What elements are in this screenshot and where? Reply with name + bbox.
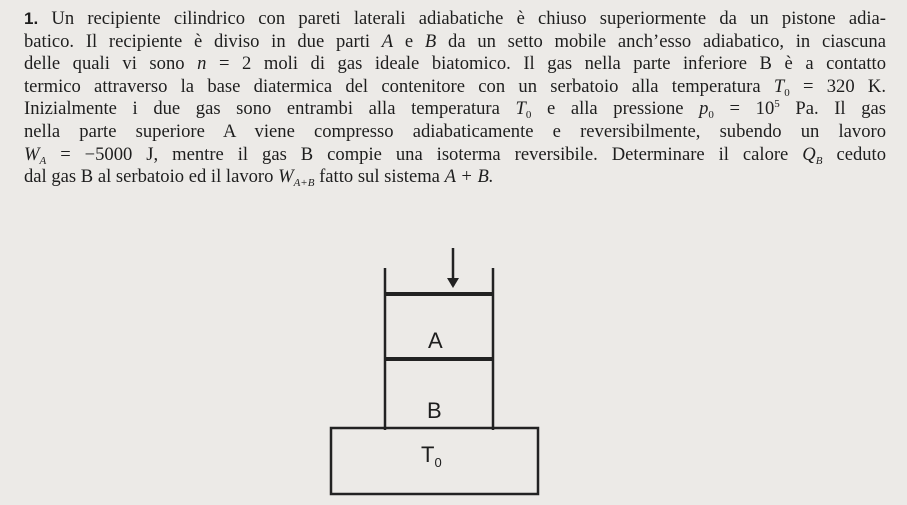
text-line-6: nella parte superiore A viene compresso adiabaticamente e reversibilmente, subendo un lavoro [24,120,886,142]
force-arrow-head [447,278,459,288]
text-line-1: 1. Un recipiente cilindrico con pareti laterali adiabatiche è chiuso superiormente da un pistone adia- [24,8,886,29]
text-line-2: batico. Il recipiente è diviso in due parti A e B da un setto mobile anch’esso adiabatico, in ciascuna [24,30,886,52]
label-A: A [428,328,443,353]
problem-number: 1. [24,9,39,28]
text-line-5: Inizialmente i due gas sono entrambi alla temperatura $T_0$ e alla pressione $p_0 = 10^5$ Pa. Il gas [24,98,886,122]
label-B: B [427,398,442,423]
partition [385,357,493,361]
text-line-7: $W_A = -5000$ J, mentre il gas B compie una isoterma reversibile. Determinare il calore $Q_B$ ceduto [24,143,886,167]
label-T0: $T_0$ [421,442,442,470]
text-line-3: delle quali vi sono n = 2 moli di gas ideale biatomico. Il gas nella parte inferiore B è a contatto [24,53,887,75]
problem-text [24,8,886,189]
text-line-4: termico attraverso la base diatermica del contenitore con un serbatoio alla temperatura $T_0 = 320$ K. [24,75,886,99]
piston [385,292,493,296]
cylinder-diagram [318,240,558,505]
text-line-8: dal gas B al serbatoio ed il lavoro $W_{A+B}$ fatto sul sistema A + B. [24,166,494,190]
